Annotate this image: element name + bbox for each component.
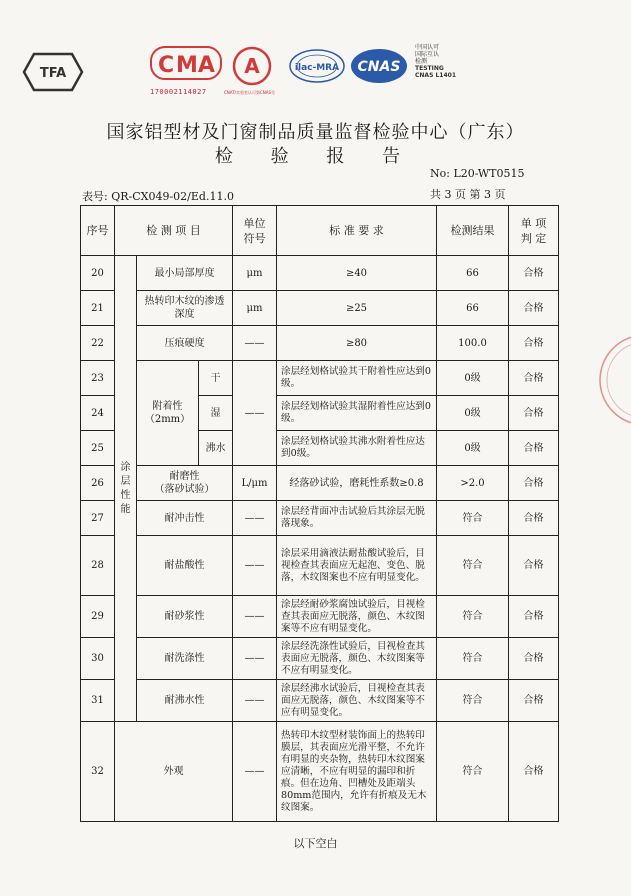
row-number: 30: [81, 638, 115, 680]
table-row: [81, 256, 559, 291]
table-row: [81, 596, 559, 638]
test-item: 耐磨性 （落砂试验）: [137, 466, 233, 501]
table-row: [81, 638, 559, 680]
red-seal-stamp-icon: [595, 320, 631, 440]
row-number: 25: [81, 431, 115, 466]
test-item: 最小局部厚度: [137, 256, 233, 291]
header-item: 检 测 项 目: [115, 206, 233, 256]
test-item: 耐盐酸性: [137, 536, 233, 596]
standard: 涂层经划格试验其沸水附着性应达到0级。: [277, 431, 437, 466]
tfa-logo-icon: [22, 52, 84, 92]
judgement: 合格: [509, 431, 559, 466]
table-row: [81, 326, 559, 361]
sub-condition: 干: [199, 361, 233, 396]
row-number: 21: [81, 291, 115, 326]
header-result: 检测结果: [437, 206, 509, 256]
result: 0级: [437, 431, 509, 466]
cal-logo-icon: [225, 46, 280, 86]
table-row: [81, 291, 559, 326]
certification-logos: [0, 42, 631, 102]
test-item: 耐砂浆性: [137, 596, 233, 638]
standard: 经落砂试验，磨耗性系数≥0.8: [277, 466, 437, 501]
result: 66: [437, 256, 509, 291]
standard: ≥80: [277, 326, 437, 361]
svg-text:C: C: [158, 53, 175, 78]
judgement: 合格: [509, 396, 559, 431]
row-number: 20: [81, 256, 115, 291]
cnas-logo-icon: [350, 48, 408, 84]
standard: 涂层经耐砂浆腐蚀试验后，目视检查其表面应无脱落，颜色、木纹图案等不应有明显变化。: [277, 596, 437, 638]
row-number: 23: [81, 361, 115, 396]
row-number: 32: [81, 722, 115, 822]
adhesion-label: 附着性 （2mm）: [137, 361, 199, 466]
report-number: No: L20-WT0515: [430, 167, 525, 180]
row-number: 26: [81, 466, 115, 501]
row-number: 24: [81, 396, 115, 431]
result: 0级: [437, 396, 509, 431]
row-number: 28: [81, 536, 115, 596]
judgement: 合格: [509, 596, 559, 638]
standard: 涂层采用滴液法耐盐酸试验后，目视检查其表面应无起泡、变色、脱落，木纹图案也不应有明显变化。: [277, 536, 437, 596]
svg-text:TFA: TFA: [39, 66, 67, 81]
unit: ——: [233, 326, 277, 361]
judgement: 合格: [509, 466, 559, 501]
result: 符合: [437, 536, 509, 596]
result: 符合: [437, 638, 509, 680]
row-number: 31: [81, 680, 115, 722]
table-row: [81, 722, 559, 822]
cma-logo-icon: [150, 46, 222, 80]
group-label: 涂 层 性 能: [115, 256, 137, 722]
unit: ——: [233, 361, 277, 466]
table-row: [81, 361, 559, 396]
test-item: 耐冲击性: [137, 501, 233, 536]
standard: ≥40: [277, 256, 437, 291]
test-item: 压痕硬度: [137, 326, 233, 361]
result: >2.0: [437, 466, 509, 501]
unit: ——: [233, 501, 277, 536]
inspection-table: [80, 205, 559, 822]
cnas-accreditation-text: 中国认可 国际互认 检测 TESTING CNAS L1401: [415, 44, 457, 79]
result: 符合: [437, 596, 509, 638]
judgement: 合格: [509, 722, 559, 822]
table-header-row: [81, 206, 559, 256]
report-organization-title: 国家铝型材及门窗制品质量监督检验中心（广东）: [106, 122, 525, 143]
end-of-content-note: 以下空白: [293, 837, 338, 850]
result: 符合: [437, 722, 509, 822]
cal-code: CNAT/实验室认可第CNAS号: [224, 90, 276, 95]
judgement: 合格: [509, 501, 559, 536]
unit: μm: [233, 291, 277, 326]
form-number: 表号: QR-CX049-02/Ed.11.0: [82, 190, 234, 203]
standard: 涂层经沸水试验后，目视检查其表面应无脱落，颜色、木纹图案等不应有明显变化。: [277, 680, 437, 722]
judgement: 合格: [509, 638, 559, 680]
unit: ——: [233, 596, 277, 638]
sub-condition: 沸水: [199, 431, 233, 466]
unit: ——: [233, 638, 277, 680]
judgement: 合格: [509, 291, 559, 326]
header-unit: 单位 符号: [233, 206, 277, 256]
header-judgement: 单 项 判 定: [509, 206, 559, 256]
judgement: 合格: [509, 680, 559, 722]
standard: 涂层经洗涤性试验后，目视检查其表面应无脱落，颜色、木纹图案等不应有明显变化。: [277, 638, 437, 680]
svg-text:A: A: [244, 54, 260, 78]
judgement: 合格: [509, 326, 559, 361]
result: 符合: [437, 680, 509, 722]
unit: L/μm: [233, 466, 277, 501]
test-item: 热转印木纹的渗透深度: [137, 291, 233, 326]
result: 66: [437, 291, 509, 326]
table-row: [81, 466, 559, 501]
table-row: [81, 680, 559, 722]
unit: ——: [233, 722, 277, 822]
result: 0级: [437, 361, 509, 396]
standard: 涂层经背面冲击试验后其涂层无脱落现象。: [277, 501, 437, 536]
row-number: 27: [81, 501, 115, 536]
result: 符合: [437, 501, 509, 536]
unit: μm: [233, 256, 277, 291]
table-row: [81, 501, 559, 536]
header-seq: 序号: [81, 206, 115, 256]
standard: ≥25: [277, 291, 437, 326]
page-info: 共 3 页 第 3 页: [430, 188, 506, 201]
header-standard: 标 准 要 求: [277, 206, 437, 256]
result: 100.0: [437, 326, 509, 361]
judgement: 合格: [509, 361, 559, 396]
standard: 涂层经划格试验其干附着性应达到0级。: [277, 361, 437, 396]
unit: ——: [233, 680, 277, 722]
judgement: 合格: [509, 536, 559, 596]
sub-condition: 湿: [199, 396, 233, 431]
unit: ——: [233, 536, 277, 596]
svg-text:MA: MA: [176, 53, 215, 78]
row-number: 22: [81, 326, 115, 361]
ilac-mra-logo-icon: [288, 48, 346, 84]
svg-text:CNAS: CNAS: [357, 59, 401, 75]
svg-text:ilac-MRA: ilac-MRA: [294, 63, 340, 73]
standard: 热转印木纹型材装饰面上的热转印膜层，其表面应光滑平整，不允许有明显的夹杂物，热转印木纹图案应清晰，不应有明显的漏印和折痕。但在边角、凹槽处及距端头80mm范围内，允许有折痕及无木纹图案。: [277, 722, 437, 822]
report-title: 检 验 报 告: [214, 146, 417, 167]
test-item: 耐沸水性: [137, 680, 233, 722]
table-row: [81, 536, 559, 596]
row-number: 29: [81, 596, 115, 638]
cma-code: 170002114027: [150, 88, 207, 96]
standard: 涂层经划格试验其湿附着性应达到0级。: [277, 396, 437, 431]
test-item: 耐洗涤性: [137, 638, 233, 680]
judgement: 合格: [509, 256, 559, 291]
test-item: 外观: [115, 722, 233, 822]
